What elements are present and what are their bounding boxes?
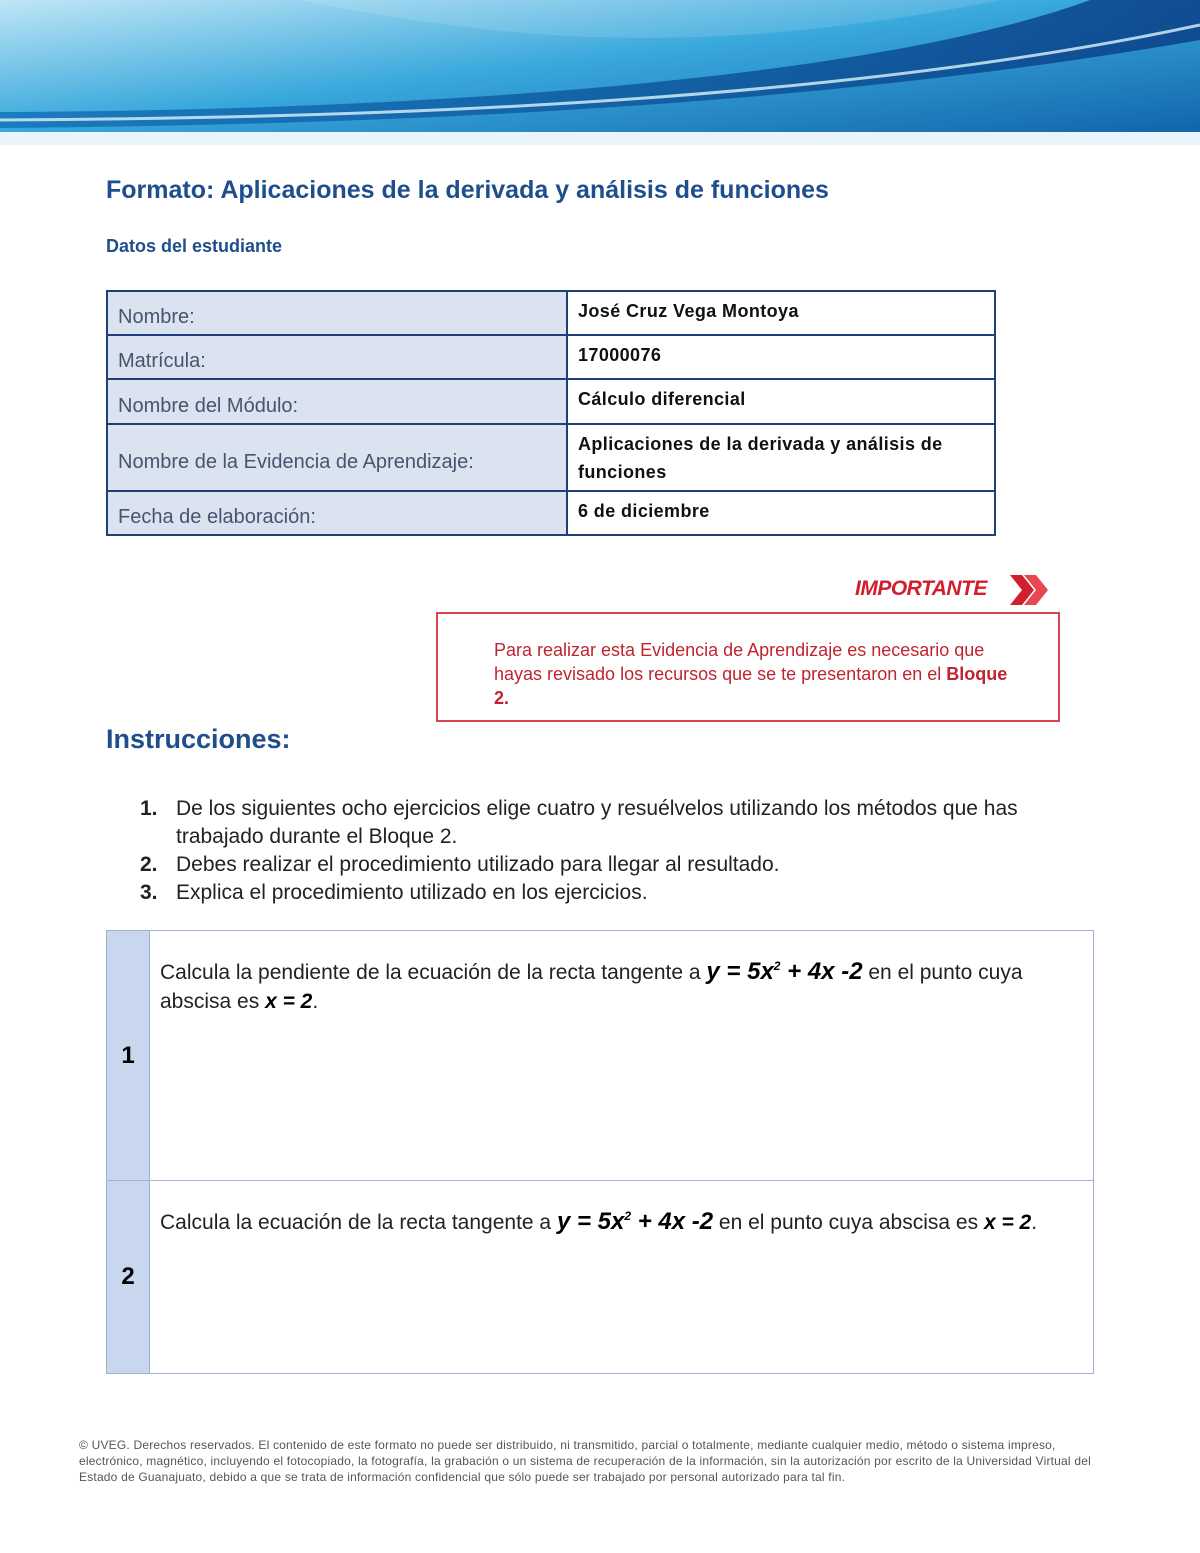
- exercise-prompt: Calcula la pendiente de la ecuación de la recta tangente a: [160, 961, 707, 984]
- field-label: Matrícula:: [107, 335, 567, 379]
- field-label: Nombre:: [107, 291, 567, 335]
- table-row: [107, 379, 995, 424]
- exercise-text: [150, 931, 1094, 1181]
- note-bold-part: Bloque 2.: [494, 664, 1008, 708]
- table-row: [107, 291, 995, 335]
- list-text: Explica el procedimiento utilizado en los ejercicios.: [176, 881, 648, 904]
- field-value: Aplicaciones de la derivada y análisis de funciones: [567, 424, 995, 491]
- list-item: [106, 879, 1096, 907]
- field-value: 17000076: [567, 335, 995, 379]
- list-text: De los siguientes ocho ejercicios elige cuatro y resuélvelos utilizando los métodos que has trabajado durante el Bloque 2.: [176, 797, 1018, 848]
- instructions-title: Instrucciones:: [106, 724, 291, 754]
- equation-part: y = 5x: [556, 1208, 625, 1235]
- punctuation: .: [312, 990, 319, 1013]
- instructions-list: [106, 795, 1096, 907]
- header-banner: [0, 0, 1200, 145]
- field-value: Cálculo diferencial: [567, 379, 995, 424]
- equation-x: x = 2: [265, 990, 313, 1013]
- list-text: Debes realizar el procedimiento utilizado para llegar al resultado.: [176, 853, 780, 876]
- equation: [706, 958, 862, 985]
- list-number: 2.: [140, 853, 158, 876]
- exercise-prompt: en el punto cuya abscisa es: [713, 1211, 984, 1234]
- double-chevron-icon: [1008, 571, 1050, 609]
- document-title: Formato: Aplicaciones de la derivada y análisis de funciones: [106, 176, 829, 204]
- field-label: Nombre del Módulo:: [107, 379, 567, 424]
- copyright-footer: © UVEG. Derechos reservados. El contenido de este formato no puede ser distribuido, ni transmitido, parcial o totalmente, mediante cualquier medio, método o sistema impreso, electrónico, magnético, incluyendo el fotocopiado, la fotografía, la grabación o un sistema de recuperación de la información, sin la autorización por escrito de la Universidad Virtual del Estado de Guanajuato, debido a que se trata de información confidencial que sólo puede ser trabajado por personal autorizado para tal fin.: [79, 1438, 1091, 1484]
- table-row: [107, 335, 995, 379]
- equation-part: + 4x -2: [780, 958, 863, 985]
- exercise-number: 1: [107, 931, 150, 1181]
- equation-x: x = 2: [983, 1211, 1032, 1234]
- list-number: 1.: [140, 797, 158, 820]
- exercise-prompt: en el punto cuya abscisa es: [160, 961, 1023, 1013]
- table-row: [107, 1181, 1094, 1374]
- exercise-number: 2: [107, 1181, 150, 1374]
- list-item: [106, 795, 1096, 851]
- important-label: IMPORTANTE: [855, 577, 987, 600]
- important-note-box: [436, 612, 1060, 722]
- field-label: Fecha de elaboración:: [107, 491, 567, 535]
- field-value: José Cruz Vega Montoya: [567, 291, 995, 335]
- exercise-text: [150, 1181, 1094, 1374]
- table-row: [107, 931, 1094, 1181]
- exercise-prompt: Calcula la ecuación de la recta tangente a: [160, 1211, 557, 1234]
- exercises-table: [106, 930, 1094, 1374]
- field-label: Nombre de la Evidencia de Aprendizaje:: [107, 424, 567, 491]
- field-value: 6 de diciembre: [567, 491, 995, 535]
- equation-part: y = 5x: [706, 958, 774, 985]
- note-text-part: Para realizar esta Evidencia de Aprendizaje es necesario que hayas revisado los recursos que se te presentaron en el: [494, 640, 985, 684]
- equation: [557, 1208, 713, 1235]
- exponent: 2: [773, 959, 781, 973]
- exponent: 2: [624, 1209, 632, 1223]
- table-row: [107, 491, 995, 535]
- important-note-text: [494, 638, 1024, 710]
- student-data-table: [106, 290, 996, 536]
- punctuation: .: [1031, 1211, 1038, 1234]
- equation-part: + 4x -2: [631, 1208, 714, 1235]
- list-number: 3.: [140, 881, 158, 904]
- table-row: [107, 424, 995, 491]
- list-item: [106, 851, 1096, 879]
- section-subtitle: Datos del estudiante: [106, 236, 283, 256]
